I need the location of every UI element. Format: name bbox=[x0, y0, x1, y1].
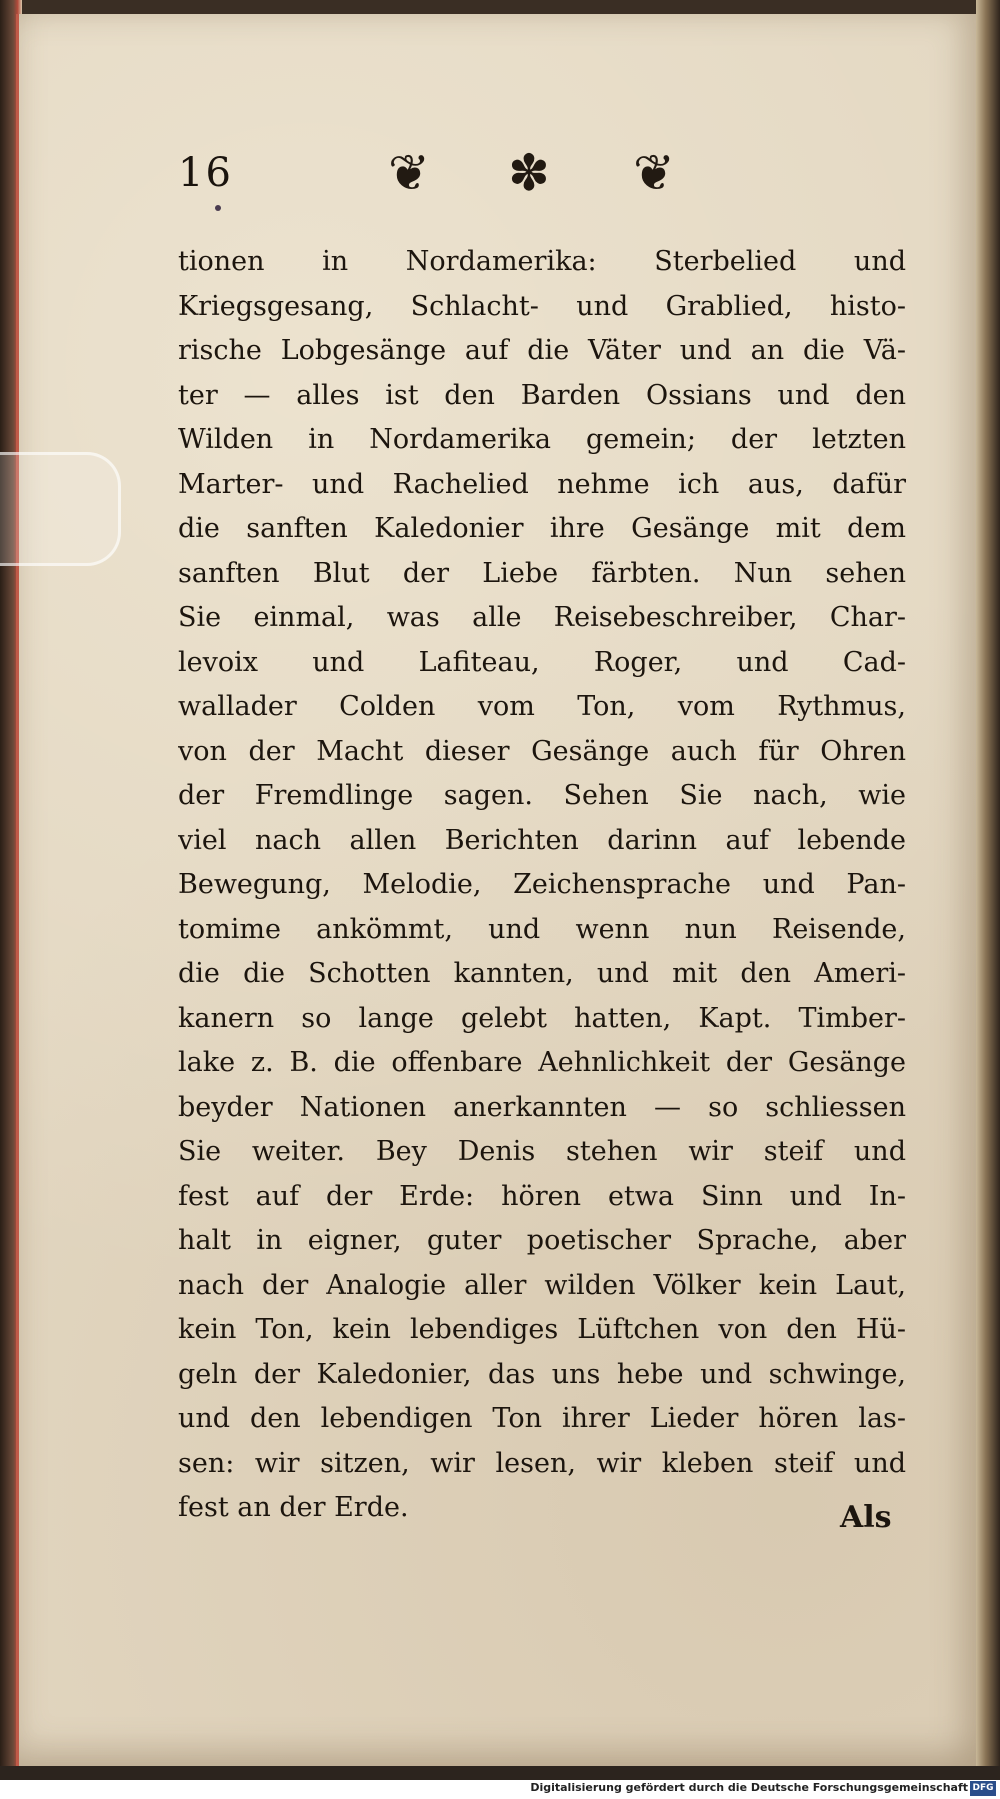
ink-dot bbox=[215, 205, 221, 211]
text-line: lake z. B. die offenbare Aehnlichkeit der Gesänge bbox=[178, 1047, 906, 1078]
fleuron-ornament-icon: ❦ bbox=[388, 144, 430, 202]
text-line: levoix und Lafiteau, Roger, und Cad- bbox=[178, 646, 906, 678]
catchword: Als bbox=[840, 1500, 892, 1535]
funding-credit: Digitalisierung gefördert durch die Deutsche Forschungsgemeinschaft bbox=[530, 1781, 968, 1794]
page-header bbox=[178, 144, 738, 210]
text-line: tionen in Nordamerika: Sterbelied und bbox=[178, 246, 906, 277]
dfg-logo: DFG bbox=[970, 1781, 996, 1796]
text-line: Kriegsgesang, Schlacht- und Grablied, histo- bbox=[178, 290, 906, 322]
text-line: Wilden in Nordamerika gemein; der letzten bbox=[178, 424, 906, 455]
page-number: 16 bbox=[178, 150, 233, 196]
text-line: sen: wir sitzen, wir lesen, wir kleben steif und bbox=[178, 1447, 906, 1479]
text-line: nach der Analogie aller wilden Völker kein Laut, bbox=[178, 1269, 906, 1301]
text-line: Sie weiter. Bey Denis stehen wir steif und bbox=[178, 1136, 906, 1167]
text-line: kein Ton, kein lebendiges Lüftchen von den Hü- bbox=[178, 1314, 906, 1345]
text-line: die die Schotten kannten, und mit den Ameri- bbox=[178, 958, 906, 989]
text-line: ter — alles ist den Barden Ossians und den bbox=[178, 379, 906, 411]
page-bottom-edge bbox=[0, 1766, 1000, 1780]
text-line: der Fremdlinge sagen. Sehen Sie nach, wie bbox=[178, 780, 906, 811]
text-line: fest auf der Erde: hören etwa Sinn und In- bbox=[178, 1180, 906, 1212]
fleuron-ornament-icon: ❦ bbox=[633, 144, 675, 202]
rosette-ornament-icon: ✽ bbox=[508, 144, 550, 202]
text-line: und den lebendigen Ton ihrer Lieder hören las- bbox=[178, 1403, 906, 1434]
text-line: Marter- und Rachelied nehme ich aus, dafür bbox=[178, 468, 906, 500]
text-line: viel nach allen Berichten darinn auf lebende bbox=[178, 824, 906, 856]
body-text bbox=[178, 240, 906, 1531]
text-line: halt in eigner, guter poetischer Sprache, aber bbox=[178, 1225, 906, 1256]
page-tab-marker bbox=[0, 452, 121, 566]
text-line: sanften Blut der Liebe färbten. Nun sehen bbox=[178, 557, 906, 589]
text-line: beyder Nationen anerkannten — so schliessen bbox=[178, 1091, 906, 1123]
text-line: von der Macht dieser Gesänge auch für Ohren bbox=[178, 735, 906, 767]
text-line: Sie einmal, was alle Reisebeschreiber, Char- bbox=[178, 602, 906, 633]
text-line: rische Lobgesänge auf die Väter und an die Vä- bbox=[178, 335, 906, 366]
text-line: Bewegung, Melodie, Zeichensprache und Pan- bbox=[178, 869, 906, 900]
text-line: wallader Colden vom Ton, vom Rythmus, bbox=[178, 691, 906, 722]
text-line: die sanften Kaledonier ihre Gesänge mit dem bbox=[178, 513, 906, 544]
text-line: kanern so lange gelebt hatten, Kapt. Timber- bbox=[178, 1002, 906, 1034]
page-edge bbox=[976, 0, 1000, 1780]
text-line: geln der Kaledonier, das uns hebe und schwinge, bbox=[178, 1358, 906, 1390]
text-line: fest an der Erde. bbox=[178, 1492, 409, 1523]
text-line: tomime ankömmt, und wenn nun Reisende, bbox=[178, 913, 906, 945]
